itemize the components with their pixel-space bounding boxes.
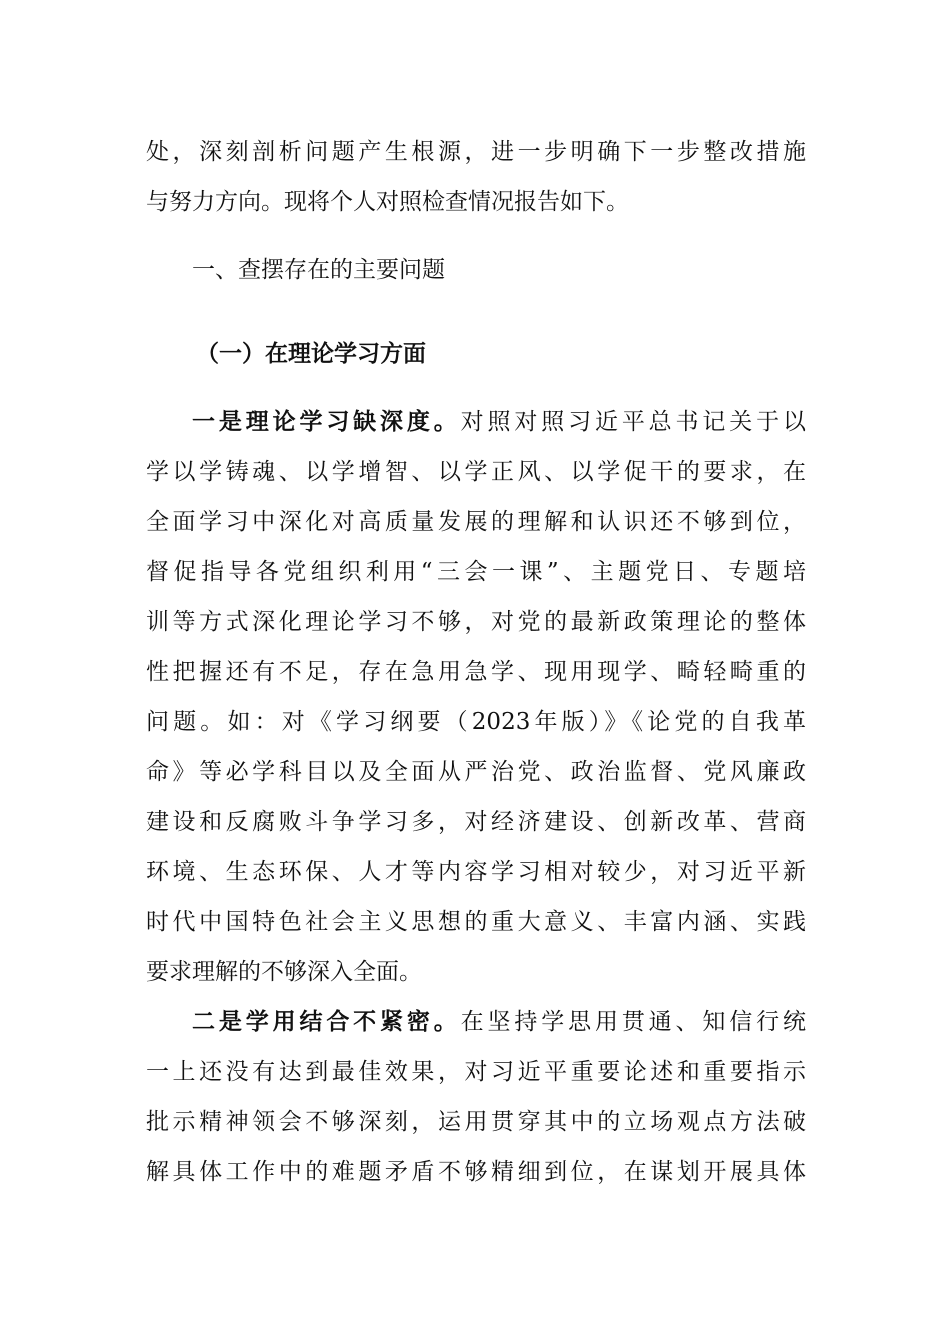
para1-line-11: 时代中国特色社会主义思想的重大意义、丰富内涵、实践 — [146, 909, 806, 935]
para2-line-3: 批示精神领会不够深刻，运用贯穿其中的立场观点方法破 — [146, 1109, 806, 1135]
para2-line-1 — [192, 1006, 806, 1038]
intro-line-1: 处，深刻剖析问题产生根源，进一步明确下一步整改措施 — [146, 139, 806, 165]
para1-line-3: 全面学习中深化对高质量发展的理解和认识还不够到位， — [146, 509, 806, 535]
para1-line-9: 建设和反腐败斗争学习多，对经济建设、创新改革、营商 — [146, 809, 806, 835]
para1-line-8: 命》等必学科目以及全面从严治党、政治监督、党风廉政 — [146, 759, 806, 785]
subsection-heading: （一）在理论学习方面 — [196, 341, 426, 367]
para1-line-5: 训等方式深化理论学习不够，对党的最新政策理论的整体 — [146, 609, 806, 635]
para2-line-2: 一上还没有达到最佳效果，对习近平重要论述和重要指示 — [146, 1059, 806, 1085]
para2-line-4: 解具体工作中的难题矛盾不够精细到位，在谋划开展具体 — [146, 1159, 806, 1185]
para2-lead: 二是学用结合不紧密。 — [192, 1009, 461, 1035]
para1-line-10: 环境、生态环保、人才等内容学习相对较少，对习近平新 — [146, 859, 806, 885]
para1-line-1-text: 对照对照习近平总书记关于以 — [460, 409, 806, 435]
section-heading: 一、查摆存在的主要问题 — [192, 257, 445, 283]
intro-line-2: 与努力方向。现将个人对照检查情况报告如下。 — [146, 189, 629, 215]
para2-line-1-text: 在坚持学思用贯通、知信行统 — [460, 1009, 806, 1035]
para1-line-6: 性把握还有不足，存在急用急学、现用现学、畸轻畸重的 — [146, 659, 806, 685]
para1-line-4: 督促指导各党组织利用“三会一课”、主题党日、专题培 — [146, 559, 806, 585]
para1-line-7: 问题。如：对《学习纲要（2023年版）》《论党的自我革 — [146, 709, 806, 735]
para1-line-1 — [192, 406, 806, 438]
para1-line-12: 要求理解的不够深入全面。 — [146, 959, 422, 985]
para1-line-2: 学以学铸魂、以学增智、以学正风、以学促干的要求，在 — [146, 459, 806, 485]
para1-lead: 一是理论学习缺深度。 — [192, 409, 461, 435]
